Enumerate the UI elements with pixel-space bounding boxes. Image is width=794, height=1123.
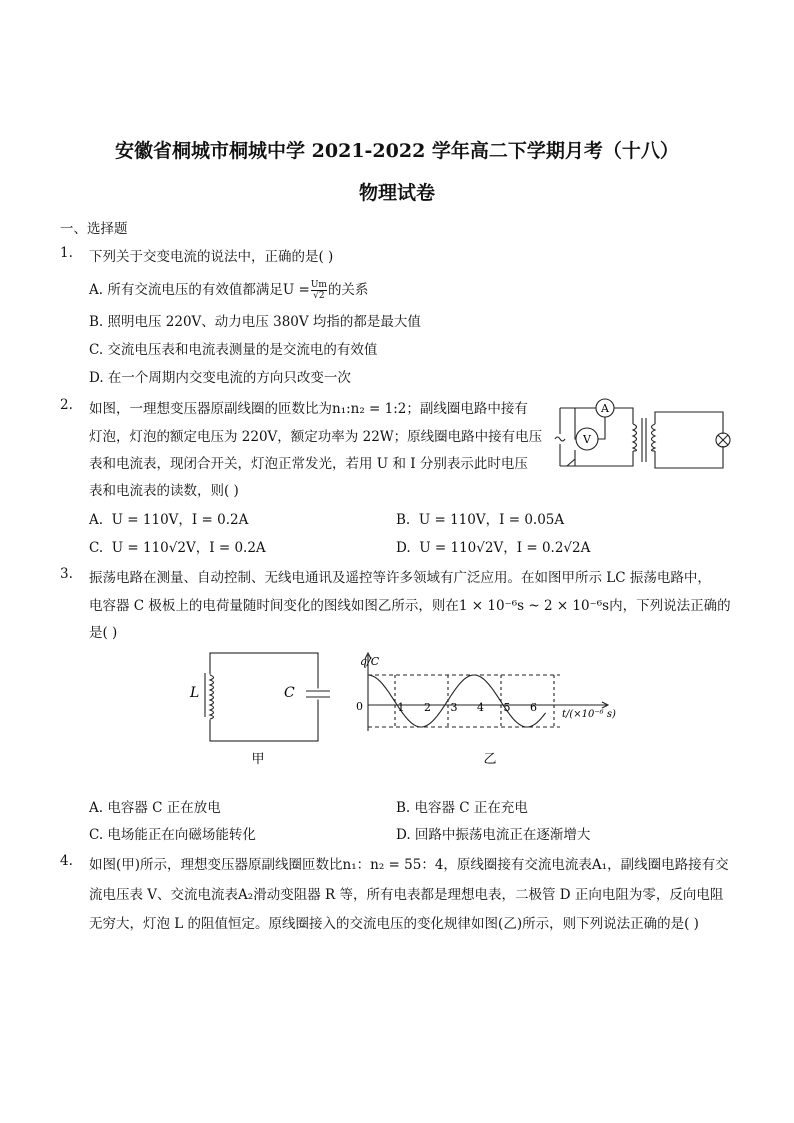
option-label: C. — [89, 540, 104, 556]
option-label: D. — [396, 540, 411, 556]
lc-circuit-figure — [180, 645, 330, 770]
stem-text: 如图，一理想变压器原副线圈的匝数比为 — [89, 401, 332, 417]
secondary-coil — [652, 424, 656, 451]
question-line-2: 灯泡，灯泡的额定电压为 220V，额定功率为 22W；原线圈电路中接有电压 — [89, 429, 543, 445]
option-b: B. 照明电压 220V、动力电压 380V 均指的都是最大值 — [89, 314, 421, 330]
x-tick-label: 4 — [477, 701, 484, 714]
question-number: 3. — [60, 566, 73, 582]
option-d: D. 在一个周期内交变电流的方向只改变一次 — [89, 370, 351, 386]
ammeter-label: A — [601, 402, 609, 415]
stem-text: ；副线圈电路中接有 — [406, 401, 528, 417]
question-stem: 下列关于交变电流的说法中，正确的是( ) — [89, 249, 334, 265]
x-axis-label: t/(×10⁻⁶ s) — [562, 709, 616, 720]
stem-text: 流电压表 V、交流电流表 — [89, 887, 239, 903]
stem-text: ，原线圈接有交流电流表 — [443, 857, 592, 873]
origin-label: 0 — [356, 700, 363, 713]
ac-source-icon — [555, 437, 565, 441]
ammeter-a1-symbol: A₁ — [591, 857, 608, 873]
turns-ratio: n₁：n₂ = 55：4 — [342, 857, 444, 873]
option-label: B. — [396, 512, 411, 528]
question-line-2 — [89, 594, 731, 614]
switch-icon — [567, 459, 575, 466]
question-number: 2. — [60, 397, 73, 413]
option-value: U = 110V，I = 0.05A — [418, 512, 565, 528]
time-range: 1 × 10⁻⁶s ~ 2 × 10⁻⁶s — [458, 598, 610, 614]
stem-text: 滑动变阻器 R 等，所有电表都是理想电表，二极管 D 正向电阻为零，反向电阻 — [253, 887, 724, 903]
fraction — [311, 280, 327, 301]
option-a-suffix: 的关系 — [327, 282, 369, 298]
option-a: A. 电容器 C 正在放电 — [89, 800, 221, 816]
voltmeter-label: V — [583, 433, 591, 446]
primary-coil — [633, 424, 637, 451]
option-b: B. 电容器 C 正在充电 — [396, 800, 528, 816]
fraction-denominator: √2 — [313, 291, 325, 301]
stem-text: 如图(甲)所示，理想变压器原副线圈匝数比 — [89, 857, 343, 873]
option-d — [396, 536, 590, 556]
option-d: D. 回路中振荡电流正在逐渐增大 — [396, 827, 591, 843]
option-value: U = 110V，I = 0.2A — [111, 512, 249, 528]
question-line-3: 是( ) — [89, 625, 118, 641]
y-axis-label: q/C — [360, 655, 380, 668]
inductor-label: L — [190, 685, 200, 701]
option-c: C. 电场能正在向磁场能转化 — [89, 827, 256, 843]
turns-ratio: n₁:n₂ = 1:2 — [332, 401, 407, 417]
section-heading: 一、选择题 — [60, 221, 128, 237]
option-a — [89, 508, 248, 528]
page-subtitle: 物理试卷 — [358, 182, 435, 204]
stem-text: ，副线圈电路接有交 — [607, 857, 729, 873]
figure-caption: 乙 — [483, 752, 497, 767]
x-tick-label: 1 — [397, 701, 405, 714]
option-label: A. — [89, 512, 104, 528]
question-line-1: 振荡电路在测量、自动控制、无线电通讯及遥控等许多领域有广泛应用。在如图甲所示 LC 振荡电路中， — [89, 570, 711, 586]
option-c: C. 交流电压表和电流表测量的是交流电的有效值 — [89, 342, 378, 358]
question-line-3: 无穷大，灯泡 L 的阻值恒定。原线圈接入的交流电压的变化规律如图(乙)所示，则下列说法正确的是( ) — [89, 916, 699, 932]
ammeter-a2-symbol: A₂ — [238, 887, 254, 903]
q-t-graph — [350, 645, 620, 770]
question-line-1 — [89, 853, 729, 873]
stem-text: 内，下列说法正确的 — [609, 598, 731, 614]
option-c — [89, 536, 266, 556]
question-line-3: 表和电流表，现闭合开关，灯泡正常发光，若用 U 和 I 分别表示此时电压 — [89, 456, 528, 472]
question-number: 1. — [60, 245, 73, 261]
x-tick-label: 2 — [424, 701, 431, 714]
question-number: 4. — [60, 853, 73, 869]
capacitor-label: C — [284, 685, 295, 701]
option-a-text: A. 所有交流电压的有效值都满足U = — [89, 282, 310, 298]
figure-caption: 甲 — [251, 752, 265, 767]
page-title: 安徽省桐城市桐城中学 2021-2022 学年高二下学期月考（十八） — [115, 140, 679, 162]
option-a — [89, 278, 368, 301]
x-tick-label: 5 — [503, 701, 511, 714]
x-tick-label: 6 — [530, 701, 537, 714]
stem-text: 电容器 C 极板上的电荷量随时间变化的图线如图乙所示，则在 — [89, 598, 459, 614]
question-line-1 — [89, 397, 528, 417]
transformer-circuit-figure — [545, 396, 740, 476]
question-line-4: 表和电流表的读数，则( ) — [89, 483, 239, 499]
option-value: U = 110√2V，I = 0.2A — [111, 540, 266, 556]
question-line-2 — [89, 883, 723, 903]
x-tick-label: 3 — [450, 701, 458, 714]
option-value: U = 110√2V，I = 0.2√2A — [419, 540, 591, 556]
fraction-numerator: Um — [310, 280, 327, 290]
option-b — [396, 508, 564, 528]
